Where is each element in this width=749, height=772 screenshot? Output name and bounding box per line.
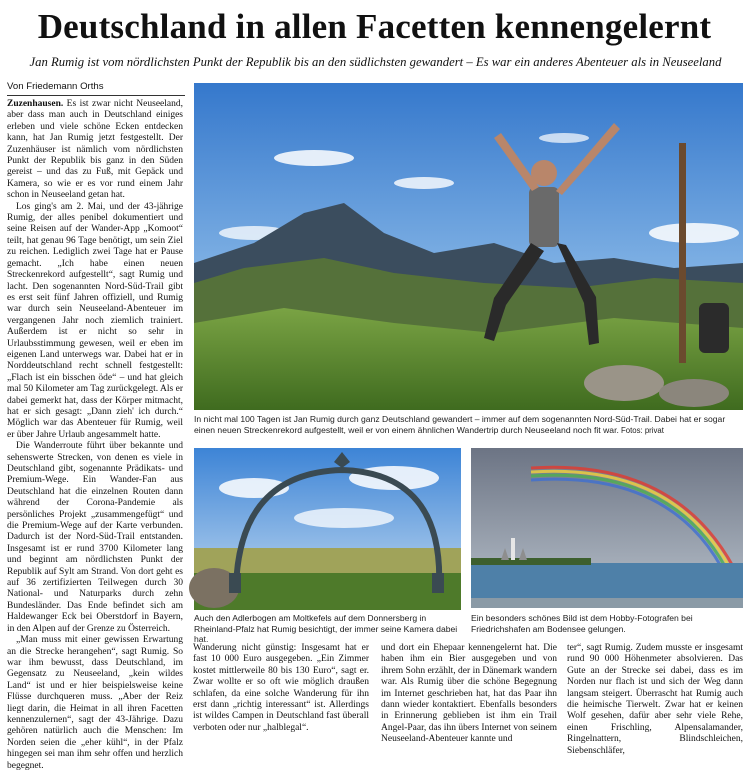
caption-text: In nicht mal 100 Tagen ist Jan Rumig durch ganz Deutschland gewandert – immer auf dem sogenannten Nord-Süd-Trail. Dabei hat er sogar einen neuen Streckenrekord aufgestellt, weil er von einem ähnlichen Wandertrip durch Neuseeland noch fit war.	[194, 414, 726, 435]
article-paragraph: Wanderung nicht günstig: Insgesamt hat er fast 10 000 Euro ausgegeben. „Ein Zimmer kostet mittlerweile 80 bis 130 Euro“, sagt er. Zwar wollte er so oft wie möglich draußen schlafen, da eine solche Wanderung für ihn erst dann „richtig interessant“ ist. Allerdings ist wildes Campen in Deutschland fast überall verboten oder nur „halblegal“.	[193, 643, 369, 733]
main-photo-caption	[194, 414, 743, 436]
article-paragraph	[7, 99, 183, 202]
photo-rainbow-caption: Ein besonders schönes Bild ist dem Hobby-Fotografen bei Friedrichshafen am Bodensee gelungen.	[471, 613, 693, 634]
article-paragraph: Los ging's am 2. Mai, und der 43-jährige Rumig, der alles penibel dokumentiert und seine Reisen auf der Wander-App „Komoot“ teilt, hat genau 96 Tage benötigt, um sein Ziel zu reichen. Lediglich zwei Tage hat er Pause gemacht. „Ich habe einen neuen Streckenrekord aufgestellt“, sagt Rumig und lacht. Den sogenannten Nord-Süd-Trail gibt es erst seit fünf Jahren offiziell, und Rumig war durch sein Neuseeland-Abenteuer im vergangenen Jahr noch ziemlich trainiert. Außerdem ist er nicht so sehr in Urlaubsstimmung gewesen, weil er eben im eigenen Land unterwegs war. Dabei hat er in Norddeutschland recht schnell festgestellt: „Flach ist ein bisschen öde“ – und hat gleich mal 50 Kilometer am Tag zurückgelegt. Als er dabei gemerkt hat, dass der Körper mitmacht, hat er sich gesagt: „Dann zieh' ich durch.“ Möglich war das Abenteuer für Rumig, weil er über Jahre Urlaub angesammelt hatte.	[7, 201, 183, 440]
article-paragraph: und dort ein Ehepaar kennengelernt hat. Die haben ihm ein Bier ausgegeben und von ihrem Sohn erzählt, der in Dänemark wandern war. Als Rumig über die schöne Begegnung im Internet geschrieben hat, hat das Paar ihn dann wieder kontaktiert. Ebenfalls besonders in Erinnerung geblieben ist ihm ein Trail Angel-Paar, das ihn übers Internet von seinem Neuseeland-Abenteuer kannte und	[381, 643, 557, 745]
photo-adlerbogen-caption: Auch den Adlerbogen am Moltkefels auf dem Donnersberg in Rheinland-Pfalz hat Rumig besichtigt, der immer seine Kamera dabei hat.	[194, 613, 458, 645]
headline: Deutschland in allen Facetten kennengelernt	[37, 7, 712, 46]
article-paragraph: Die Wanderroute führt über bekannte und sehenswerte Strecken, von denen es viele in Deutschland gibt, sogenannte Prädikats- und Premium-Wege. Ein Wander-Fan aus Deutschland hat die einzelnen Routen dann während der Corona-Pandemie als persönliches Projekt „zusammengefügt“ und die Premium-Wege auf der Karte verbunden. Dadurch ist der Nord-Süd-Trail entstanden. Insgesamt ist er rund 3700 Kilometer lang und beginnt am nördlichsten Punkt der Republik auf Sylt am Strand. Von dort geht es auf 36 zertifizierten Teilwegen durch 30 National- und Naturparks durch zehn Bundesländer. Das Ende befindet sich am Haldewanger Eck bei Oberstdorf in Bayern, in den Alpen auf der Grenze zu Österreich.	[7, 441, 183, 634]
paragraph-text: Es ist zwar nicht Neuseeland, aber dass man auch in Deutschland einiges erleben und viele schöne Ecken entdecken kann, hat Jan Rumig jetzt festgestellt. Der Zuzenhäuser ist nämlich vom nördlichsten Punkt der Republik bis ganz in den Süden gereist – und das zu Fuß, mit Gepäck und Kamera, so wie er es vor rund einem Jahr schon in Neuseeland getan hat.	[7, 99, 183, 201]
main-photo-hiker-jumping	[194, 83, 743, 410]
article-column-1	[7, 99, 183, 771]
photo-adlerbogen	[194, 448, 461, 610]
byline: Von Friedemann Orths	[7, 81, 185, 96]
article-paragraph: ter“, sagt Rumig. Zudem musste er insgesamt rund 90 000 Höhenmeter absolvieren. Das Gute an der Strecke sei dabei, dass es im Norden nur flach ist und sich der Weg dann langsam steigert. Überrascht hat Rumig auch die heimische Tierwelt. Zwar hat er keinen Wolf gesehen, dafür aber sehr viele Rehe, einen Frischling, Alpensalamander, Ringelnattern, Blindschleichen, Siebenschläfer,	[567, 643, 743, 756]
photo-rainbow-bodensee	[471, 448, 743, 608]
article-column-2	[193, 643, 369, 749]
article-column-4	[567, 643, 743, 756]
photo-credit: Fotos: privat	[618, 425, 664, 435]
article-paragraph: „Man muss mit einer gewissen Erwartung an die Strecke herangehen“, sagt Rumig. So war ihm bewusst, dass Deutschland, im Gegensatz zu Neuseeland, „kein wildes Land“ ist und er hier beispielsweise keine Flüsse durchqueren muss. „Aber der Reiz liegt darin, die Heimat in all ihren Facetten kennenzulernen“, sagt der 43-Jährige. Dazu gehören natürlich auch die Menschen: Im Norden seien die „eher kühl“, in der Pfalz hingegen sei man ihm sehr offen und herzlich begegnet.	[7, 635, 183, 771]
dateline: Zuzenhausen.	[7, 99, 64, 109]
article-column-3	[381, 643, 557, 749]
subheadline: Jan Rumig ist vom nördlichsten Punkt der Republik bis an den südlichsten gewandert – Es war ein anderes Abenteuer als in Neuseeland	[29, 55, 722, 69]
